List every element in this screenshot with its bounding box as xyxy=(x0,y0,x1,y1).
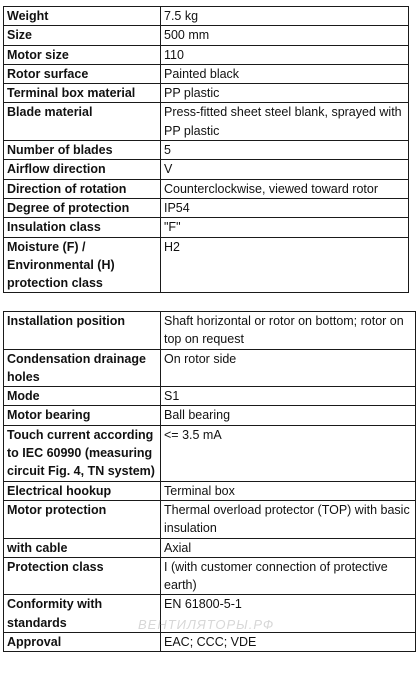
table-row xyxy=(4,160,409,179)
table-row xyxy=(4,198,409,217)
table-row xyxy=(4,500,416,538)
spec-value: Axial xyxy=(161,538,416,557)
spec-label: Protection class xyxy=(4,557,161,595)
spec-label: Touch current according to IEC 60990 (measuring circuit Fig. 4, TN system) xyxy=(4,425,161,481)
spec-value: 5 xyxy=(161,141,409,160)
spec-label: Electrical hookup xyxy=(4,481,161,500)
table-row xyxy=(4,387,416,406)
table-row xyxy=(4,103,409,141)
table-row xyxy=(4,179,409,198)
table-row xyxy=(4,312,416,350)
spec-label: Blade material xyxy=(4,103,161,141)
spec-label: Direction of rotation xyxy=(4,179,161,198)
specs-table-electrical xyxy=(3,311,416,652)
spec-label: Insulation class xyxy=(4,218,161,237)
spec-label: Mode xyxy=(4,387,161,406)
spec-value: Painted black xyxy=(161,64,409,83)
spec-value: I (with customer connection of protective earth) xyxy=(161,557,416,595)
spec-value: EAC; CCC; VDE xyxy=(161,633,416,652)
spec-value: "F" xyxy=(161,218,409,237)
spec-value: 110 xyxy=(161,45,409,64)
spec-label: Moisture (F) / Environmental (H) protection class xyxy=(4,237,161,293)
spec-label: Rotor surface xyxy=(4,64,161,83)
spec-label: Airflow direction xyxy=(4,160,161,179)
table-row xyxy=(4,26,409,45)
table-row xyxy=(4,425,416,481)
table-row xyxy=(4,481,416,500)
table-row xyxy=(4,218,409,237)
spec-value: Counterclockwise, viewed toward rotor xyxy=(161,179,409,198)
spec-label: Installation position xyxy=(4,312,161,350)
spec-value: S1 xyxy=(161,387,416,406)
spec-label: Weight xyxy=(4,7,161,26)
spec-label: Motor protection xyxy=(4,500,161,538)
spec-value: EN 61800-5-1 xyxy=(161,595,416,633)
table-row xyxy=(4,84,409,103)
spec-value: Thermal overload protector (TOP) with basic insulation xyxy=(161,500,416,538)
table-row xyxy=(4,237,409,293)
watermark: ВЕНТИЛЯТОРЫ.РФ xyxy=(138,617,275,632)
spec-value: H2 xyxy=(161,237,409,293)
spec-label: Condensation drainage holes xyxy=(4,349,161,387)
spec-value: 500 mm xyxy=(161,26,409,45)
table-row xyxy=(4,7,409,26)
spec-value: Shaft horizontal or rotor on bottom; rotor on top on request xyxy=(161,312,416,350)
spec-label: Approval xyxy=(4,633,161,652)
table-row xyxy=(4,64,409,83)
table-row xyxy=(4,557,416,595)
table-row xyxy=(4,45,409,64)
spec-label: Terminal box material xyxy=(4,84,161,103)
table-row xyxy=(4,406,416,425)
spec-value: PP plastic xyxy=(161,84,409,103)
spec-value: Press-fitted sheet steel blank, sprayed with PP plastic xyxy=(161,103,409,141)
spec-label: Size xyxy=(4,26,161,45)
spec-value: On rotor side xyxy=(161,349,416,387)
spec-label: with cable xyxy=(4,538,161,557)
spec-value: Ball bearing xyxy=(161,406,416,425)
spec-value: Terminal box xyxy=(161,481,416,500)
spec-label: Number of blades xyxy=(4,141,161,160)
spec-value: IP54 xyxy=(161,198,409,217)
spec-label: Conformity with standards xyxy=(4,595,161,633)
table-row xyxy=(4,595,416,633)
table-row xyxy=(4,538,416,557)
table-row xyxy=(4,633,416,652)
spec-label: Motor bearing xyxy=(4,406,161,425)
spec-value: 7.5 kg xyxy=(161,7,409,26)
spec-label: Motor size xyxy=(4,45,161,64)
spec-label: Degree of protection xyxy=(4,198,161,217)
table-row xyxy=(4,349,416,387)
table-row xyxy=(4,141,409,160)
spec-value: <= 3.5 mA xyxy=(161,425,416,481)
specs-table-general xyxy=(3,6,409,293)
spec-value: V xyxy=(161,160,409,179)
